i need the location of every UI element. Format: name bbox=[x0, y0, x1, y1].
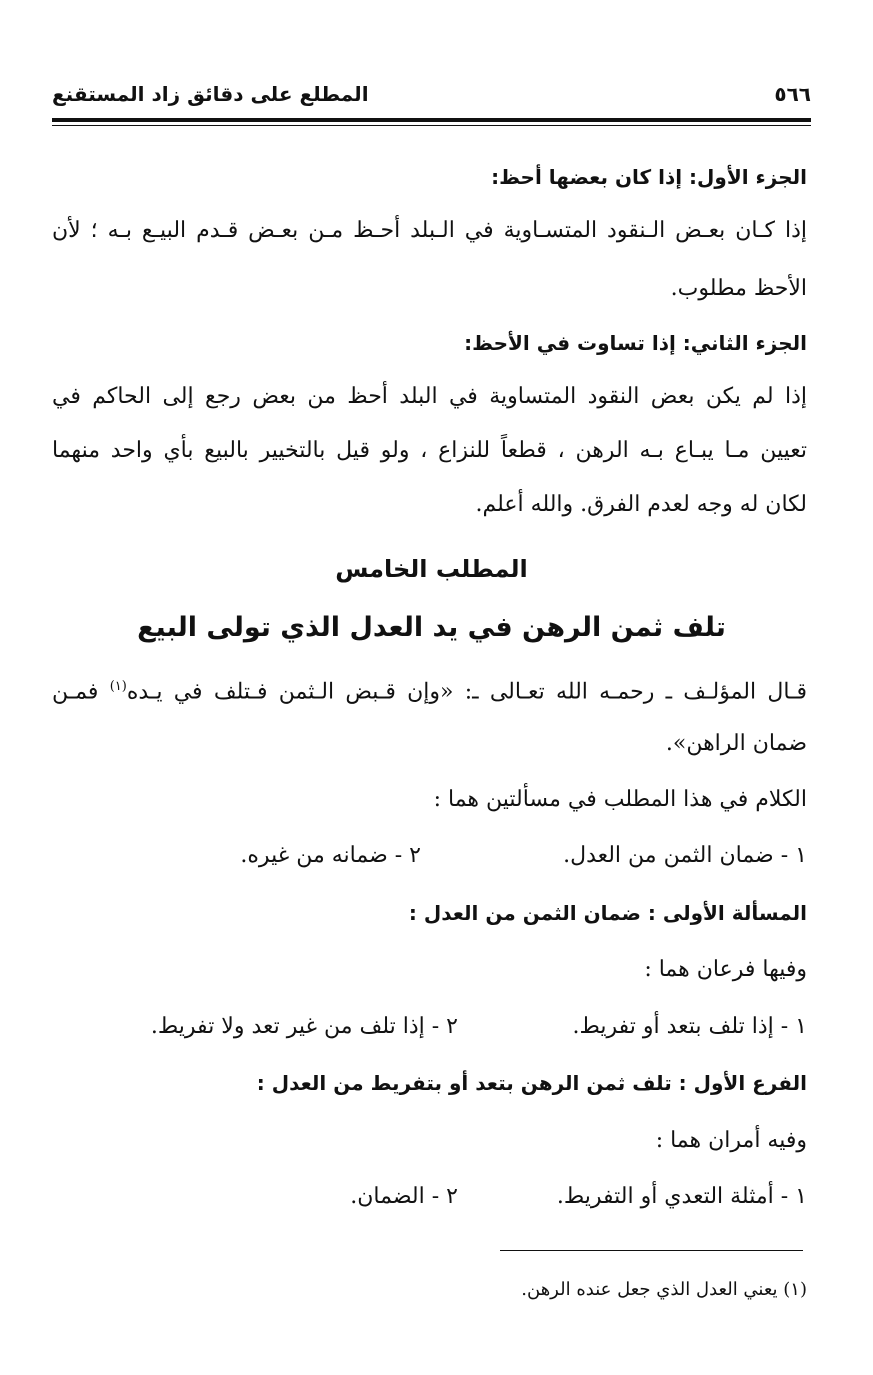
paragraph-line: لكان له وجه لعدم الفرق. والله أعلم. bbox=[475, 492, 807, 517]
quote-text: قـال المؤلـف ـ رحمـه الله تعـالى ـ: «وإن قـبض الـثمن فـتلف في يـده bbox=[126, 679, 808, 705]
list-item: ٢ - الضمان. bbox=[350, 1184, 458, 1209]
header-rule-thick bbox=[52, 118, 811, 122]
quote-line: ضمان الراهن». bbox=[665, 731, 807, 756]
quote-line bbox=[52, 670, 807, 709]
paragraph-line: وفيه أمران هما : bbox=[655, 1128, 807, 1153]
quote-text: فمـن bbox=[52, 679, 110, 705]
masala-heading: المسألة الأولى : ضمان الثمن من العدل : bbox=[408, 901, 807, 925]
page-header bbox=[52, 82, 811, 118]
matlab-title: تلف ثمن الرهن في يد العدل الذي تولى البيع bbox=[137, 612, 726, 643]
paragraph-line: وفيها فرعان هما : bbox=[644, 957, 807, 982]
header-rule-thin bbox=[52, 125, 811, 126]
list-item: ١ - ضمان الثمن من العدل. bbox=[563, 843, 807, 868]
paragraph-line: الكلام في هذا المطلب في مسألتين هما : bbox=[433, 787, 807, 812]
paragraph-line: إذا كـان بعـض الـنقود المتسـاوية في الـبلد أحـظ مـن بعـض قـدم البيـع بـه ؛ لأن bbox=[52, 218, 807, 243]
running-title: المطلع على دقائق زاد المستقنع bbox=[52, 82, 369, 106]
list-item: ٢ - ضمانه من غيره. bbox=[240, 843, 421, 868]
footnote: (١) يعني العدل الذي جعل عنده الرهن. bbox=[521, 1279, 807, 1300]
footnote-ref: (١) bbox=[109, 679, 127, 694]
list-item: ١ - أمثلة التعدي أو التفريط. bbox=[556, 1184, 807, 1209]
list-item: ١ - إذا تلف بتعد أو تفريط. bbox=[572, 1014, 807, 1039]
section-heading-part2: الجزء الثاني: إذا تساوت في الأحظ: bbox=[464, 331, 807, 355]
paragraph-line: إذا لم يكن بعض النقود المتساوية في البلد أحظ من بعض رجع إلى الحاكم في bbox=[52, 384, 807, 409]
paragraph-line: تعيين مـا يبـاع بـه الرهن ، قطعاً للنزاع ، ولو قيل بالتخيير بالبيع بأي واحد منهما bbox=[52, 438, 807, 463]
matlab-label: المطلب الخامس bbox=[335, 555, 528, 583]
footnote-rule bbox=[500, 1250, 803, 1251]
list-item: ٢ - إذا تلف من غير تعد ولا تفريط. bbox=[150, 1014, 458, 1039]
paragraph-line: الأحظ مطلوب. bbox=[670, 276, 807, 301]
section-heading-part1: الجزء الأول: إذا كان بعضها أحظ: bbox=[491, 165, 807, 189]
page-number: ٥٦٦ bbox=[774, 82, 811, 106]
far-heading: الفرع الأول : تلف ثمن الرهن بتعد أو بتفريط من العدل : bbox=[256, 1071, 807, 1095]
